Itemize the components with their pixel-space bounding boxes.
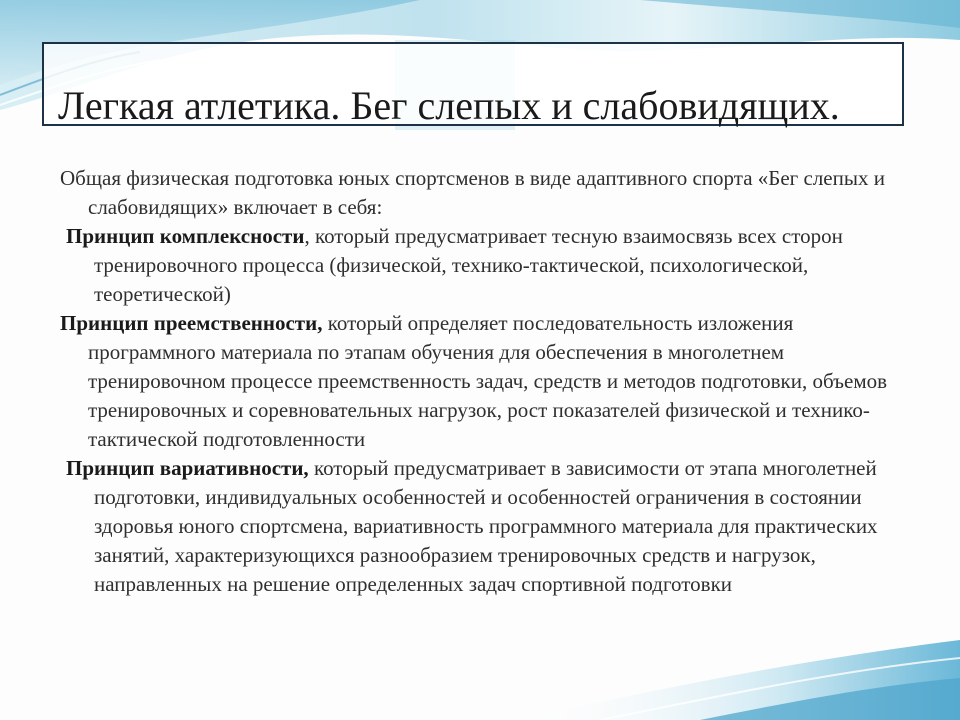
principle-complexity (66, 222, 910, 309)
principle-variability-text: который предусматривает в зависимости от этапа многолетней подготовки, индивидуальных особенностей и особенностей ограничения в состоянии здоровья юного спортсмена, вариативность программного материала для практических занятий, характеризующихся разнообразием тренировочных средств и нагрузок, направленных на решение определенных задач спортивной подготовки (94, 456, 878, 596)
principle-variability-name: Принцип вариативности, (66, 456, 309, 480)
slide-title: Легкая атлетика. Бег слепых и слабовидящих. (58, 83, 840, 128)
bottom-wave-decoration (0, 600, 960, 720)
principle-continuity (60, 309, 910, 454)
principle-complexity-name: Принцип комплексности (66, 224, 305, 248)
principle-variability (66, 454, 910, 599)
principle-continuity-text: который определяет последовательность изложения программного материала по этапам обучения для обеспечения в многолетнем тренировочном процессе преемственность задач, средств и методов подготовки, объемов тренировочных и соревновательных нагрузок, рост показателей физической и технико-тактической подготовленности (88, 311, 888, 451)
intro-paragraph: Общая физическая подготовка юных спортсменов в виде адаптивного спорта «Бег слепых и слабовидящих» включает в себя: (60, 166, 885, 219)
content-body (60, 164, 910, 599)
principle-continuity-name: Принцип преемственности, (60, 311, 323, 335)
principle-complexity-text: , который предусматривает тесную взаимосвязь всех сторон тренировочного процесса (физической, технико-тактической, психологической, теоретической) (94, 224, 843, 306)
title-box (42, 42, 904, 126)
